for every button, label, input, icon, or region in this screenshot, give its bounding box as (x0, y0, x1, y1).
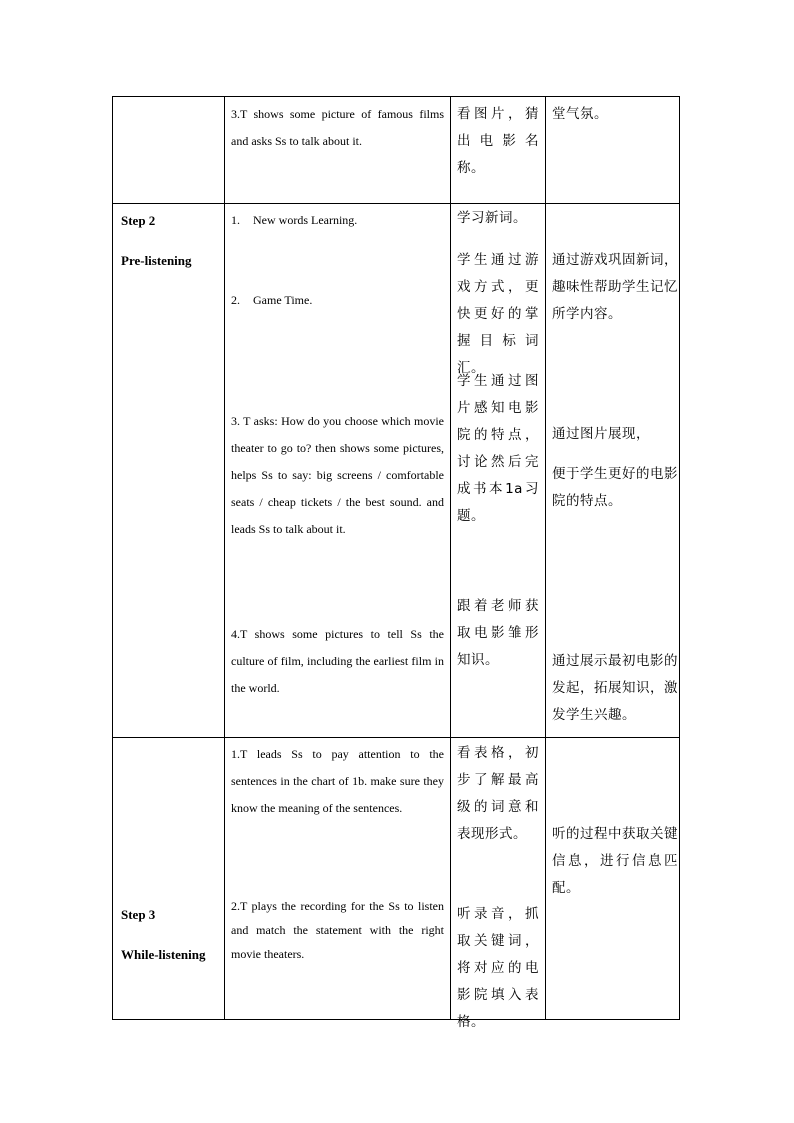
purpose-text: 便于学生更好的电影院的特点。 (552, 466, 678, 509)
student-activity-text: 学习新词。 (457, 210, 527, 226)
item-number: 1. (231, 213, 240, 227)
student-activity-text: 学生通过图片感知电影院的特点，讨论然后完成书本1a习题。 (457, 373, 539, 524)
purpose-text: 通过展示最初电影的发起，拓展知识，激发学生兴趣。 (552, 653, 678, 723)
activity-item (231, 287, 444, 314)
activity-item (231, 207, 444, 234)
activity-text: 3. T asks: How do you choose which movie theater to go to? then shows some pictures, helps Ss to say: big screens / comfortable seats / cheap tickets / the best sound. and leads Ss to talk about it. (231, 414, 444, 536)
step-title: Pre-listening (121, 253, 192, 268)
lesson-plan-table (112, 96, 680, 1030)
step-number: Step 2 (121, 213, 156, 228)
activity-text: 2.T plays the recording for the Ss to listen and match the statement with the right movie theaters. (231, 899, 444, 961)
column-divider (545, 97, 546, 1019)
item-text: New words Learning. (253, 213, 358, 227)
student-activity-text: 学生通过游戏方式，更快更好的掌握目标词汇。 (457, 252, 539, 376)
purpose-text: 通过图片展现， (552, 426, 650, 442)
step-number: Step 3 (121, 907, 156, 922)
student-activity-text: 看表格，初步了解最高级的词意和表现形式。 (457, 745, 539, 842)
row-divider (113, 737, 679, 738)
step-title: While-listening (121, 947, 206, 962)
purpose-text: 听的过程中获取关键信息，进行信息匹配。 (552, 826, 678, 896)
student-activity-text: 看图片，猜出电影名称。 (457, 106, 539, 176)
item-number: 2. (231, 293, 240, 307)
activity-text: 4.T shows some pictures to tell Ss the culture of film, including the earliest film in the world. (231, 627, 444, 695)
student-activity-text: 听录音，抓取关键词，将对应的电影院填入表格。 (457, 906, 539, 1030)
student-activity-text: 跟着老师获取电影雏形知识。 (457, 598, 539, 668)
column-divider (450, 97, 451, 1019)
item-text: Game Time. (253, 293, 313, 307)
purpose-text: 通过游戏巩固新词，趣味性帮助学生记忆所学内容。 (552, 252, 678, 322)
activity-text: 3.T shows some picture of famous films and asks Ss to talk about it. (231, 107, 444, 148)
activity-text: 1.T leads Ss to pay attention to the sentences in the chart of 1b. make sure they know the meaning of the sentences. (231, 747, 444, 815)
column-divider (224, 97, 225, 1019)
purpose-text: 堂气氛。 (552, 106, 608, 122)
